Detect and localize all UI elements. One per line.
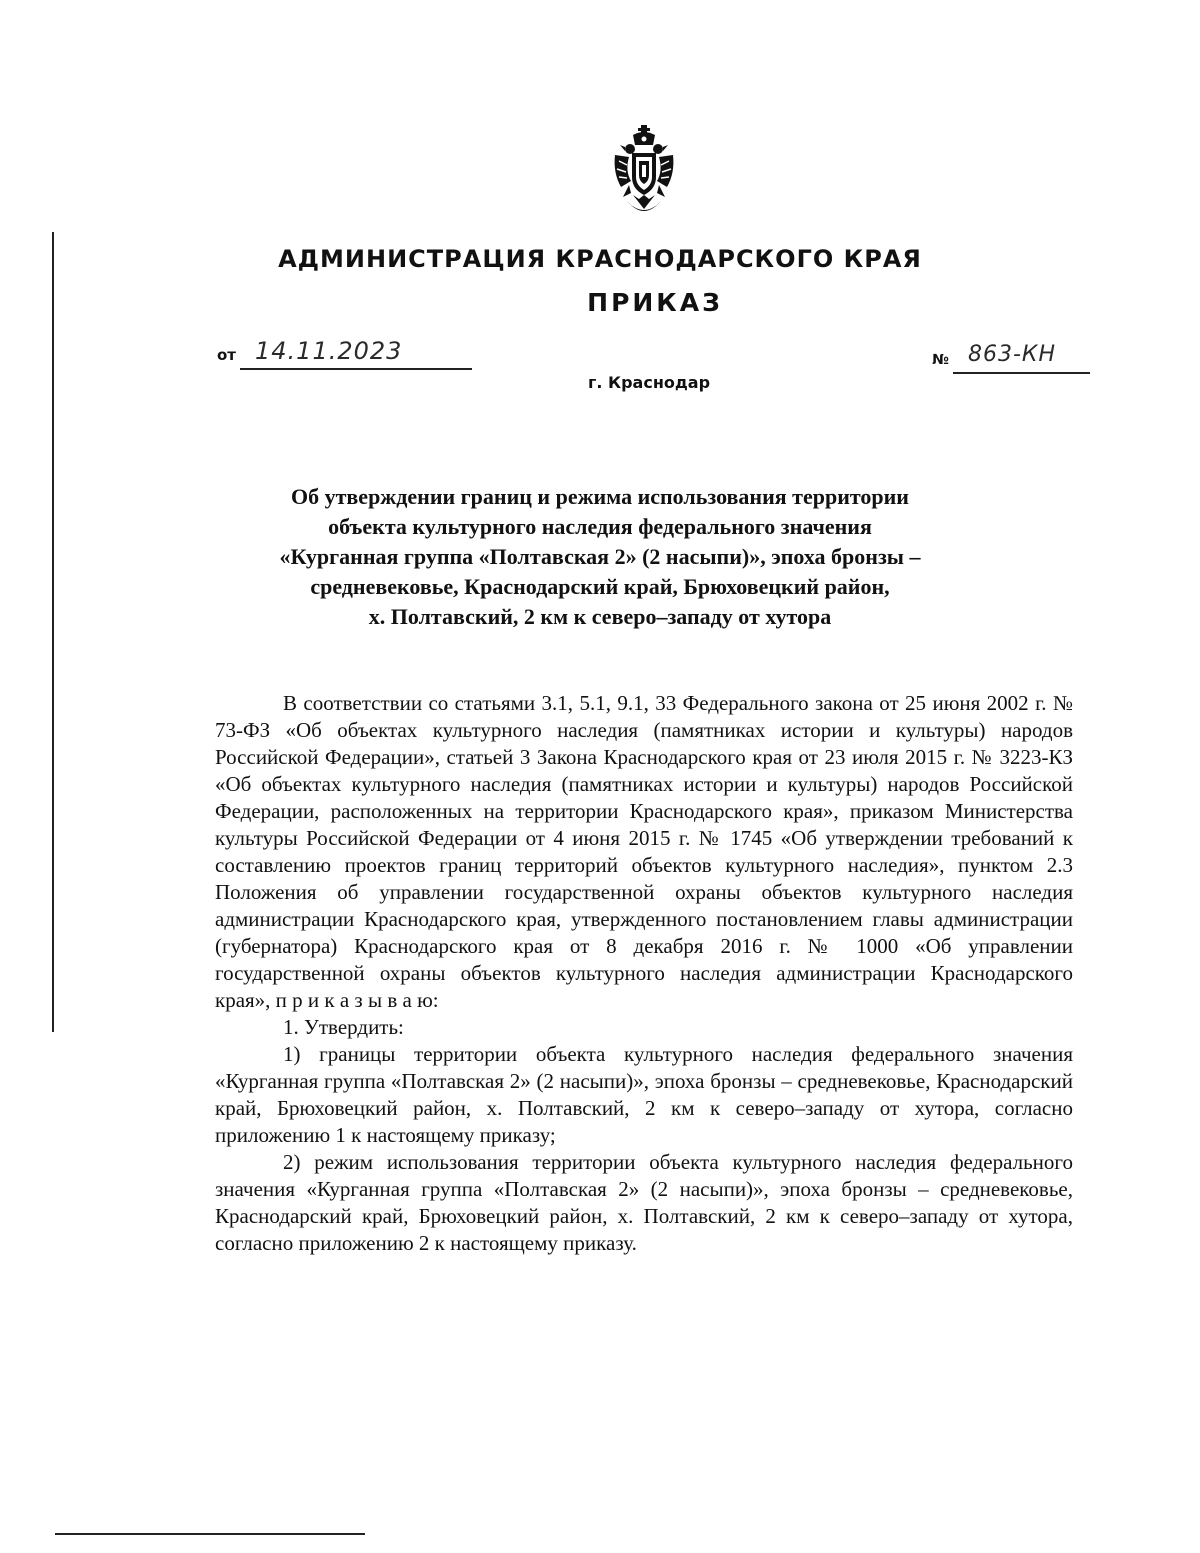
date-underline [240,368,472,370]
title-line: объекта культурного наследия федерального значения [328,514,872,539]
city-label: г. Краснодар [588,373,711,392]
number-prefix: № [932,352,949,368]
document-type-heading: ПРИКАЗ [587,288,723,317]
document-body [215,690,1073,1257]
title-line: х. Полтавский, 2 км к северо–западу от хутора [368,604,832,629]
title-line: «Курганная группа «Полтавская 2» (2 насыпи)», эпоха бронзы – [279,544,921,569]
number-value: 863-КН [968,342,1057,367]
preamble-paragraph: В соответствии со статьями 3.1, 5.1, 9.1, 33 Федерального закона от 25 июня 2002 г. № 73-ФЗ «Об объектах культурного наследия (памятниках истории и культуры) народов Российской Федерации», статьей 3 Закона Краснодарского края от 23 июля 2015 г. № 3223-КЗ «Об объектах культурного наследия (памятниках истории и культуры) народов Российской Федерации, расположенных на территории Краснодарского края», приказом Министерства культуры Российской Федерации от 4 июня 2015 г. № 1745 «Об утверждении требований к составлению проектов границ территорий объектов культурного наследия», пунктом 2.3 Положения об управлении государственной охраны объектов культурного наследия администрации Краснодарского края, утвержденного постановлением главы администрации (губернатора) Краснодарского края от 8 декабря 2016 г. № 1000 «Об управлении государственной охраны объектов культурного наследия администрации Краснодарского края», п р и к а з ы в а ю: [215,691,1073,1012]
date-prefix: от [217,346,236,364]
title-line: средневековье, Краснодарский край, Брюховецкий район, [310,574,890,599]
item-1-2: 2) режим использования территории объекта культурного наследия федерального значения «Курганная группа «Полтавская 2» (2 насыпи)», эпоха бронзы – средневековье, Краснодарский край, Брюховецкий район, х. Полтавский, 2 км к северо–западу от хутора, согласно приложению 2 к настоящему приказу. [215,1150,1073,1255]
organization-heading: АДМИНИСТРАЦИЯ КРАСНОДАРСКОГО КРАЯ [278,245,922,273]
number-underline [953,372,1090,374]
footnote-separator [55,1533,365,1535]
title-line: Об утверждении границ и режима использования территории [291,484,909,509]
item-1: 1. Утвердить: [283,1015,404,1039]
item-1-1: 1) границы территории объекта культурного наследия федерального значения «Курганная группа «Полтавская 2» (2 насыпи)», эпоха бронзы – средневековье, Краснодарский край, Брюховецкий район, х. Полтавский, 2 км к северо–западу от хутора, согласно приложению 1 к настоящему приказу; [215,1042,1073,1147]
coat-of-arms-icon [611,125,677,217]
date-value: 14.11.2023 [255,337,403,365]
left-margin-line [52,232,54,1032]
document-title [240,482,960,632]
